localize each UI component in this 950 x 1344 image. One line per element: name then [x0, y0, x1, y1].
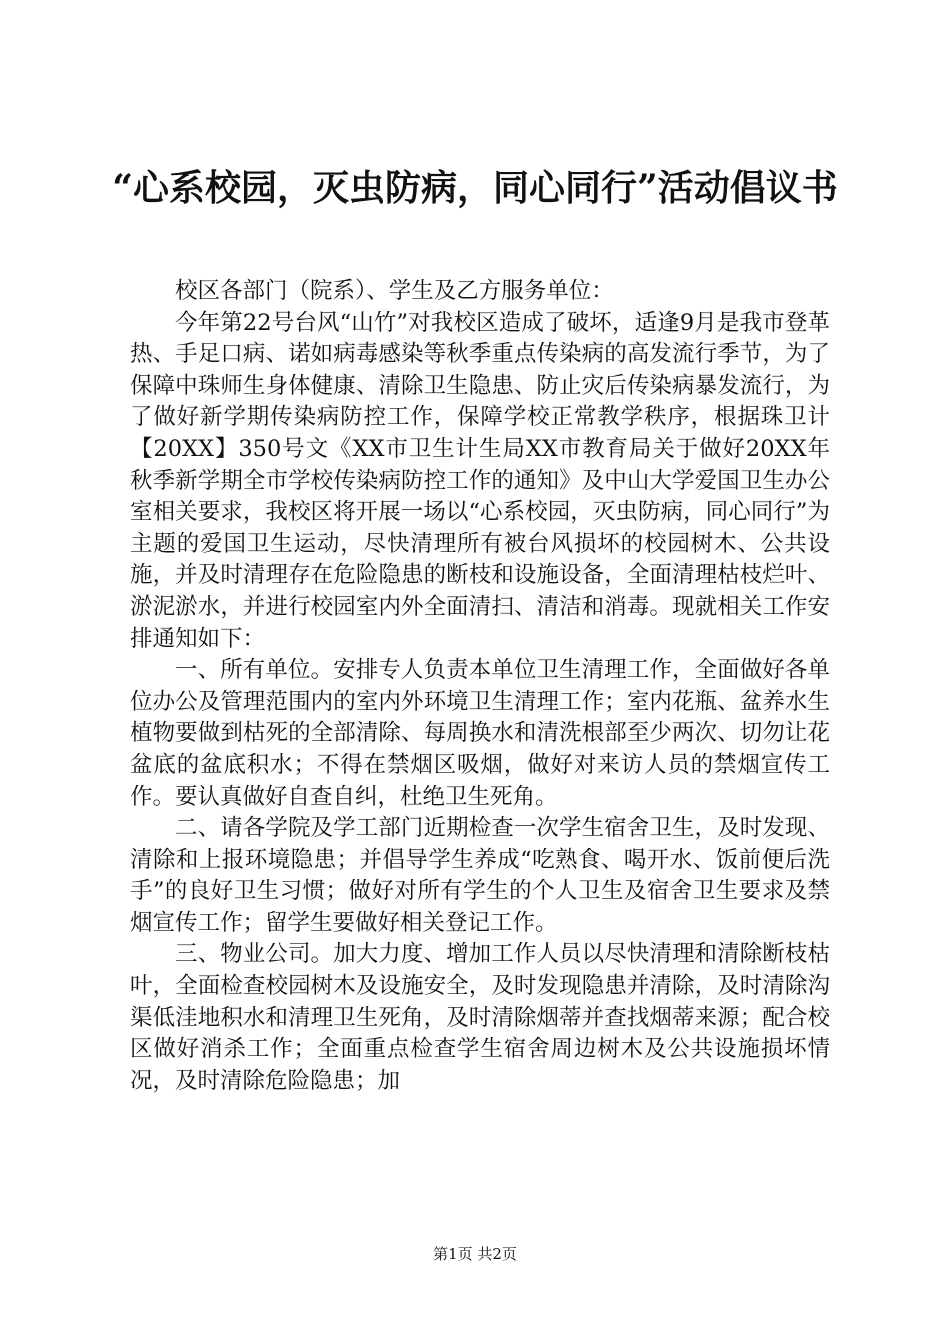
salutation-paragraph: 校区各部门（院系）、学生及乙方服务单位： — [175, 278, 614, 304]
intro-paragraph: 今年第22号台风“山竹”对我校区造成了破坏，适逢9月是我市登革热、手足口病、诺如病毒感染等秋季重点传染病的高发流行季节，为了保障中珠师生身体健康、清除卫生隐患、防止灾后传染病暴发流行，为了做好新学期传染病防控工作，保障学校正常教学秩序，根据珠卫计【20XX】350号文《XX市卫生计生局XX市教育局关于做好20XX年秋季新学期全市学校传染病防控工作的通知》及中山大学爱国卫生办公室相关要求，我校区将开展一场以“心系校园，灭虫防病，同心同行”为主题的爱国卫生运动，尽快清理所有被台风损坏的校园树木、公共设施，并及时清理存在危险隐患的断枝和设施设备，全面清理枯枝烂叶、淤泥淤水，并进行校园室内外全面清扫、清洁和消毒。现就相关工作安排通知如下： — [130, 309, 830, 652]
section-three-paragraph: 三、物业公司。加大力度、增加工作人员以尽快清理和清除断枝枯叶，全面检查校园树木及设施安全，及时发现隐患并清除，及时清除沟渠低洼地积水和清理卫生死角，及时清除烟蒂并查找烟蒂来源；配合校区做好消杀工作；全面重点检查学生宿舍周边树木及公共设施损坏情况，及时清除危险隐患；加 — [130, 941, 830, 1094]
document-title: “心系校园，灭虫防病，同心同行”活动倡议书 — [112, 167, 838, 209]
section-two-paragraph: 二、请各学院及学工部门近期检查一次学生宿舍卫生，及时发现、清除和上报环境隐患；并倡导学生养成“吃熟食、喝开水、饭前便后洗手”的良好卫生习惯；做好对所有学生的个人卫生及宿舍卫生要求及禁烟宣传工作；留学生要做好相关登记工作。 — [130, 815, 830, 936]
document-body — [130, 276, 830, 1097]
section-one-paragraph: 一、所有单位。安排专人负责本单位卫生清理工作，全面做好各单位办公及管理范围内的室内外环境卫生清理工作；室内花瓶、盆养水生植物要做到枯死的全部清除、每周换水和清洗根部至少两次、切勿让花盆底的盆底积水；不得在禁烟区吸烟，做好对来访人员的禁烟宣传工作。要认真做好自查自纠，杜绝卫生死角。 — [130, 657, 830, 810]
page-number-footer: 第1页 共2页 — [433, 1245, 517, 1263]
